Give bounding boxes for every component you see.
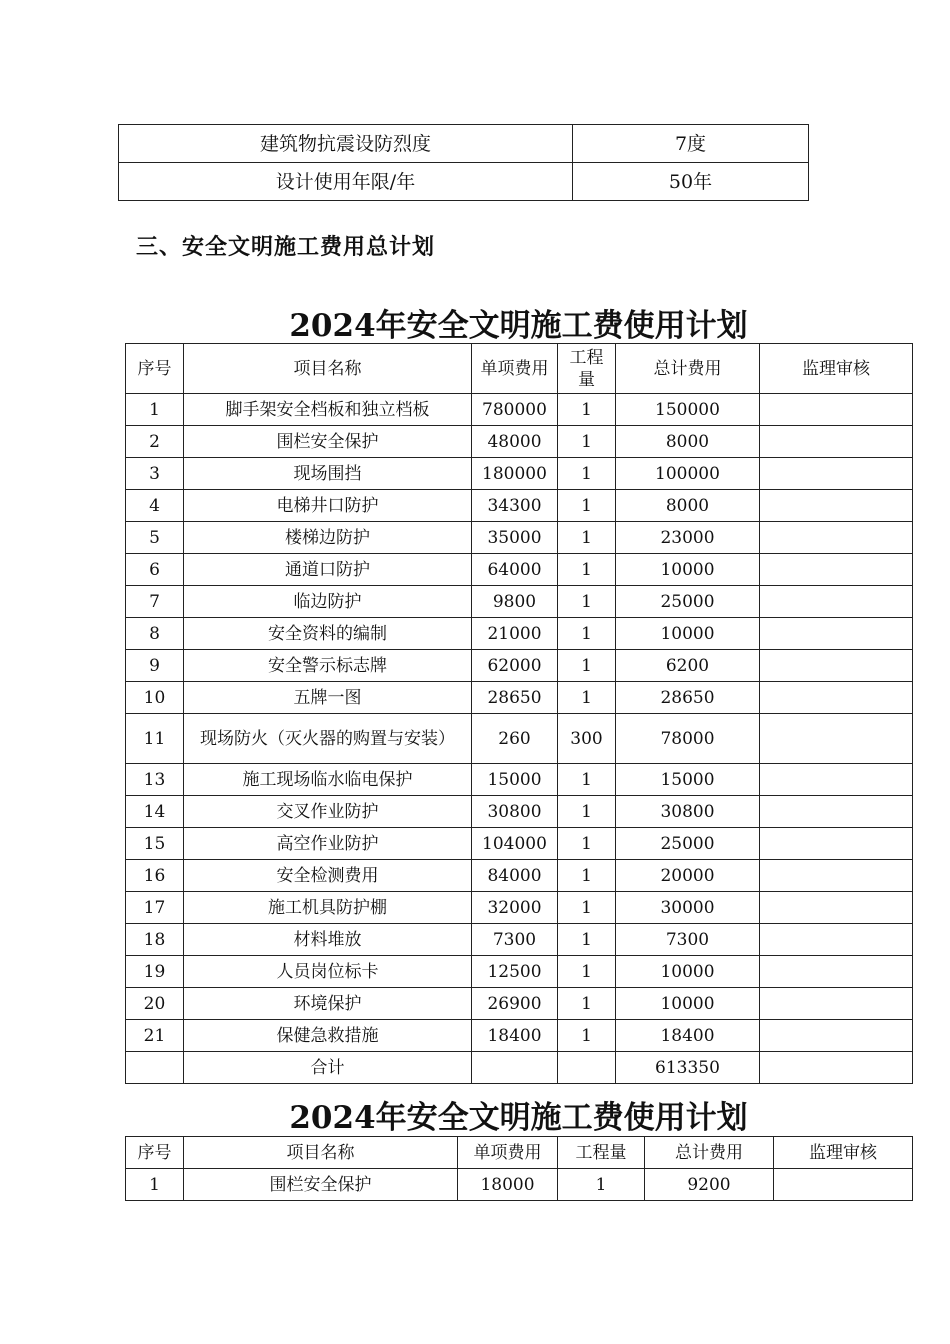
table-row bbox=[126, 522, 913, 554]
table-row bbox=[126, 796, 913, 828]
cell-quantity: 1 bbox=[558, 522, 616, 554]
cell-total: 9200 bbox=[645, 1169, 774, 1201]
table-row bbox=[126, 714, 913, 764]
cell-quantity: 1 bbox=[558, 924, 616, 956]
cell-seq: 6 bbox=[126, 554, 184, 586]
table-header-row bbox=[126, 344, 913, 394]
cell-quantity: 1 bbox=[558, 828, 616, 860]
cell-seq: 7 bbox=[126, 586, 184, 618]
cell-total: 8000 bbox=[616, 490, 760, 522]
cell-review bbox=[760, 522, 913, 554]
cell-unit-cost: 35000 bbox=[472, 522, 558, 554]
table-row bbox=[126, 458, 913, 490]
cell-unit-cost: 34300 bbox=[472, 490, 558, 522]
cell-seq: 1 bbox=[126, 1169, 184, 1201]
table-row bbox=[126, 426, 913, 458]
cell-review bbox=[760, 796, 913, 828]
cell-seq: 3 bbox=[126, 458, 184, 490]
cell-total: 15000 bbox=[616, 764, 760, 796]
cell-name: 现场防火（灭火器的购置与安装） bbox=[184, 714, 472, 764]
cell-seq: 14 bbox=[126, 796, 184, 828]
cell-unit-cost: 104000 bbox=[472, 828, 558, 860]
table-row bbox=[126, 1169, 913, 1201]
table-row bbox=[126, 860, 913, 892]
header-quantity: 工程量 bbox=[558, 344, 616, 394]
cell-seq: 17 bbox=[126, 892, 184, 924]
table-row bbox=[126, 682, 913, 714]
cell-total: 30000 bbox=[616, 892, 760, 924]
cell-review bbox=[760, 924, 913, 956]
cell-total: 78000 bbox=[616, 714, 760, 764]
cell-review bbox=[760, 1020, 913, 1052]
table-header-row bbox=[126, 1137, 913, 1169]
cell-name: 环境保护 bbox=[184, 988, 472, 1020]
cell-name: 材料堆放 bbox=[184, 924, 472, 956]
cell-quantity: 1 bbox=[558, 860, 616, 892]
cell-name: 合计 bbox=[184, 1052, 472, 1084]
table-row bbox=[126, 650, 913, 682]
cell-unit-cost: 260 bbox=[472, 714, 558, 764]
header-total: 总计费用 bbox=[645, 1137, 774, 1169]
cell-name: 施工机具防护棚 bbox=[184, 892, 472, 924]
cell-review bbox=[760, 764, 913, 796]
table-row bbox=[126, 988, 913, 1020]
cell-review bbox=[760, 618, 913, 650]
cell-quantity: 300 bbox=[558, 714, 616, 764]
cell-name: 围栏安全保护 bbox=[184, 426, 472, 458]
cell-review bbox=[760, 458, 913, 490]
info-label: 建筑物抗震设防烈度 bbox=[119, 125, 573, 163]
cell-name: 保健急救措施 bbox=[184, 1020, 472, 1052]
cell-unit-cost: 26900 bbox=[472, 988, 558, 1020]
cell-review bbox=[760, 394, 913, 426]
cell-seq: 16 bbox=[126, 860, 184, 892]
cell-unit-cost: 30800 bbox=[472, 796, 558, 828]
cell-review bbox=[760, 490, 913, 522]
section-heading: 三、安全文明施工费用总计划 bbox=[136, 235, 436, 260]
cell-seq: 13 bbox=[126, 764, 184, 796]
cell-total: 10000 bbox=[616, 988, 760, 1020]
cell-quantity: 1 bbox=[558, 490, 616, 522]
cell-unit-cost: 180000 bbox=[472, 458, 558, 490]
cell-name: 电梯井口防护 bbox=[184, 490, 472, 522]
cell-review bbox=[760, 1052, 913, 1084]
cell-seq: 1 bbox=[126, 394, 184, 426]
cell-seq: 4 bbox=[126, 490, 184, 522]
cell-seq: 19 bbox=[126, 956, 184, 988]
cell-name: 楼梯边防护 bbox=[184, 522, 472, 554]
table-row bbox=[126, 618, 913, 650]
header-seq: 序号 bbox=[126, 1137, 184, 1169]
cell-name: 人员岗位标卡 bbox=[184, 956, 472, 988]
info-row bbox=[119, 163, 809, 201]
table-row bbox=[126, 924, 913, 956]
header-name: 项目名称 bbox=[184, 1137, 458, 1169]
cell-quantity: 1 bbox=[558, 682, 616, 714]
header-total: 总计费用 bbox=[616, 344, 760, 394]
cell-review bbox=[760, 860, 913, 892]
table-row bbox=[126, 828, 913, 860]
plan-table-title-2: 2024年安全文明施工费使用计划 bbox=[289, 1100, 748, 1136]
header-name: 项目名称 bbox=[184, 344, 472, 394]
table-row bbox=[126, 490, 913, 522]
header-quantity: 工程量 bbox=[558, 1137, 645, 1169]
cell-unit-cost bbox=[472, 1052, 558, 1084]
cell-review bbox=[760, 988, 913, 1020]
cell-quantity: 1 bbox=[558, 988, 616, 1020]
cell-name: 安全检测费用 bbox=[184, 860, 472, 892]
cell-total: 28650 bbox=[616, 682, 760, 714]
cell-seq: 2 bbox=[126, 426, 184, 458]
cell-total: 18400 bbox=[616, 1020, 760, 1052]
cell-total: 150000 bbox=[616, 394, 760, 426]
table-row bbox=[126, 1020, 913, 1052]
cell-unit-cost: 84000 bbox=[472, 860, 558, 892]
cell-review bbox=[760, 714, 913, 764]
cell-unit-cost: 48000 bbox=[472, 426, 558, 458]
cell-seq: 18 bbox=[126, 924, 184, 956]
cell-seq: 15 bbox=[126, 828, 184, 860]
cell-total: 25000 bbox=[616, 586, 760, 618]
cell-total: 6200 bbox=[616, 650, 760, 682]
cell-review bbox=[760, 828, 913, 860]
safety-fee-plan-table bbox=[125, 343, 913, 1084]
table-row bbox=[126, 956, 913, 988]
cell-total: 8000 bbox=[616, 426, 760, 458]
cell-total: 100000 bbox=[616, 458, 760, 490]
cell-name: 安全警示标志牌 bbox=[184, 650, 472, 682]
cell-unit-cost: 64000 bbox=[472, 554, 558, 586]
header-review: 监理审核 bbox=[760, 344, 913, 394]
cell-quantity: 1 bbox=[558, 394, 616, 426]
cell-quantity: 1 bbox=[558, 586, 616, 618]
cell-name: 五牌一图 bbox=[184, 682, 472, 714]
cell-seq: 8 bbox=[126, 618, 184, 650]
table-row bbox=[126, 394, 913, 426]
cell-quantity: 1 bbox=[558, 554, 616, 586]
cell-unit-cost: 62000 bbox=[472, 650, 558, 682]
cell-total: 10000 bbox=[616, 956, 760, 988]
cell-total: 30800 bbox=[616, 796, 760, 828]
cell-name: 高空作业防护 bbox=[184, 828, 472, 860]
cell-seq: 9 bbox=[126, 650, 184, 682]
info-row bbox=[119, 125, 809, 163]
cell-quantity: 1 bbox=[558, 618, 616, 650]
cell-seq: 21 bbox=[126, 1020, 184, 1052]
cell-unit-cost: 21000 bbox=[472, 618, 558, 650]
cell-unit-cost: 18000 bbox=[458, 1169, 558, 1201]
cell-review bbox=[760, 650, 913, 682]
cell-total: 20000 bbox=[616, 860, 760, 892]
cell-review bbox=[774, 1169, 913, 1201]
table-row bbox=[126, 764, 913, 796]
header-seq: 序号 bbox=[126, 344, 184, 394]
cell-quantity: 1 bbox=[558, 1169, 645, 1201]
cell-review bbox=[760, 426, 913, 458]
cell-name: 围栏安全保护 bbox=[184, 1169, 458, 1201]
cell-unit-cost: 9800 bbox=[472, 586, 558, 618]
cell-name: 临边防护 bbox=[184, 586, 472, 618]
cell-quantity: 1 bbox=[558, 764, 616, 796]
table-row bbox=[126, 554, 913, 586]
cell-quantity: 1 bbox=[558, 956, 616, 988]
plan-table-title: 2024年安全文明施工费使用计划 bbox=[289, 308, 748, 344]
cell-unit-cost: 12500 bbox=[472, 956, 558, 988]
table-row bbox=[126, 586, 913, 618]
cell-total: 25000 bbox=[616, 828, 760, 860]
cell-review bbox=[760, 956, 913, 988]
info-value: 7度 bbox=[573, 125, 809, 163]
cell-seq bbox=[126, 1052, 184, 1084]
cell-review bbox=[760, 554, 913, 586]
cell-name: 脚手架安全档板和独立档板 bbox=[184, 394, 472, 426]
cell-seq: 20 bbox=[126, 988, 184, 1020]
cell-unit-cost: 7300 bbox=[472, 924, 558, 956]
building-info-table bbox=[118, 124, 809, 201]
cell-quantity: 1 bbox=[558, 1020, 616, 1052]
cell-quantity: 1 bbox=[558, 426, 616, 458]
cell-seq: 11 bbox=[126, 714, 184, 764]
cell-quantity: 1 bbox=[558, 796, 616, 828]
cell-name: 交叉作业防护 bbox=[184, 796, 472, 828]
cell-unit-cost: 28650 bbox=[472, 682, 558, 714]
table-row bbox=[126, 892, 913, 924]
cell-quantity: 1 bbox=[558, 892, 616, 924]
cell-unit-cost: 32000 bbox=[472, 892, 558, 924]
cell-seq: 10 bbox=[126, 682, 184, 714]
cell-review bbox=[760, 892, 913, 924]
table-total-row bbox=[126, 1052, 913, 1084]
header-unit-cost: 单项费用 bbox=[458, 1137, 558, 1169]
cell-unit-cost: 15000 bbox=[472, 764, 558, 796]
cell-quantity bbox=[558, 1052, 616, 1084]
cell-total: 10000 bbox=[616, 618, 760, 650]
safety-fee-plan-table-2 bbox=[125, 1136, 913, 1201]
header-review: 监理审核 bbox=[774, 1137, 913, 1169]
cell-name: 安全资料的编制 bbox=[184, 618, 472, 650]
cell-total: 23000 bbox=[616, 522, 760, 554]
info-value: 50年 bbox=[573, 163, 809, 201]
cell-name: 施工现场临水临电保护 bbox=[184, 764, 472, 796]
cell-review bbox=[760, 586, 913, 618]
header-unit-cost: 单项费用 bbox=[472, 344, 558, 394]
cell-name: 现场围挡 bbox=[184, 458, 472, 490]
cell-unit-cost: 18400 bbox=[472, 1020, 558, 1052]
cell-seq: 5 bbox=[126, 522, 184, 554]
cell-unit-cost: 780000 bbox=[472, 394, 558, 426]
cell-name: 通道口防护 bbox=[184, 554, 472, 586]
cell-review bbox=[760, 682, 913, 714]
info-label: 设计使用年限/年 bbox=[119, 163, 573, 201]
cell-quantity: 1 bbox=[558, 458, 616, 490]
cell-total: 613350 bbox=[616, 1052, 760, 1084]
cell-total: 7300 bbox=[616, 924, 760, 956]
cell-total: 10000 bbox=[616, 554, 760, 586]
cell-quantity: 1 bbox=[558, 650, 616, 682]
